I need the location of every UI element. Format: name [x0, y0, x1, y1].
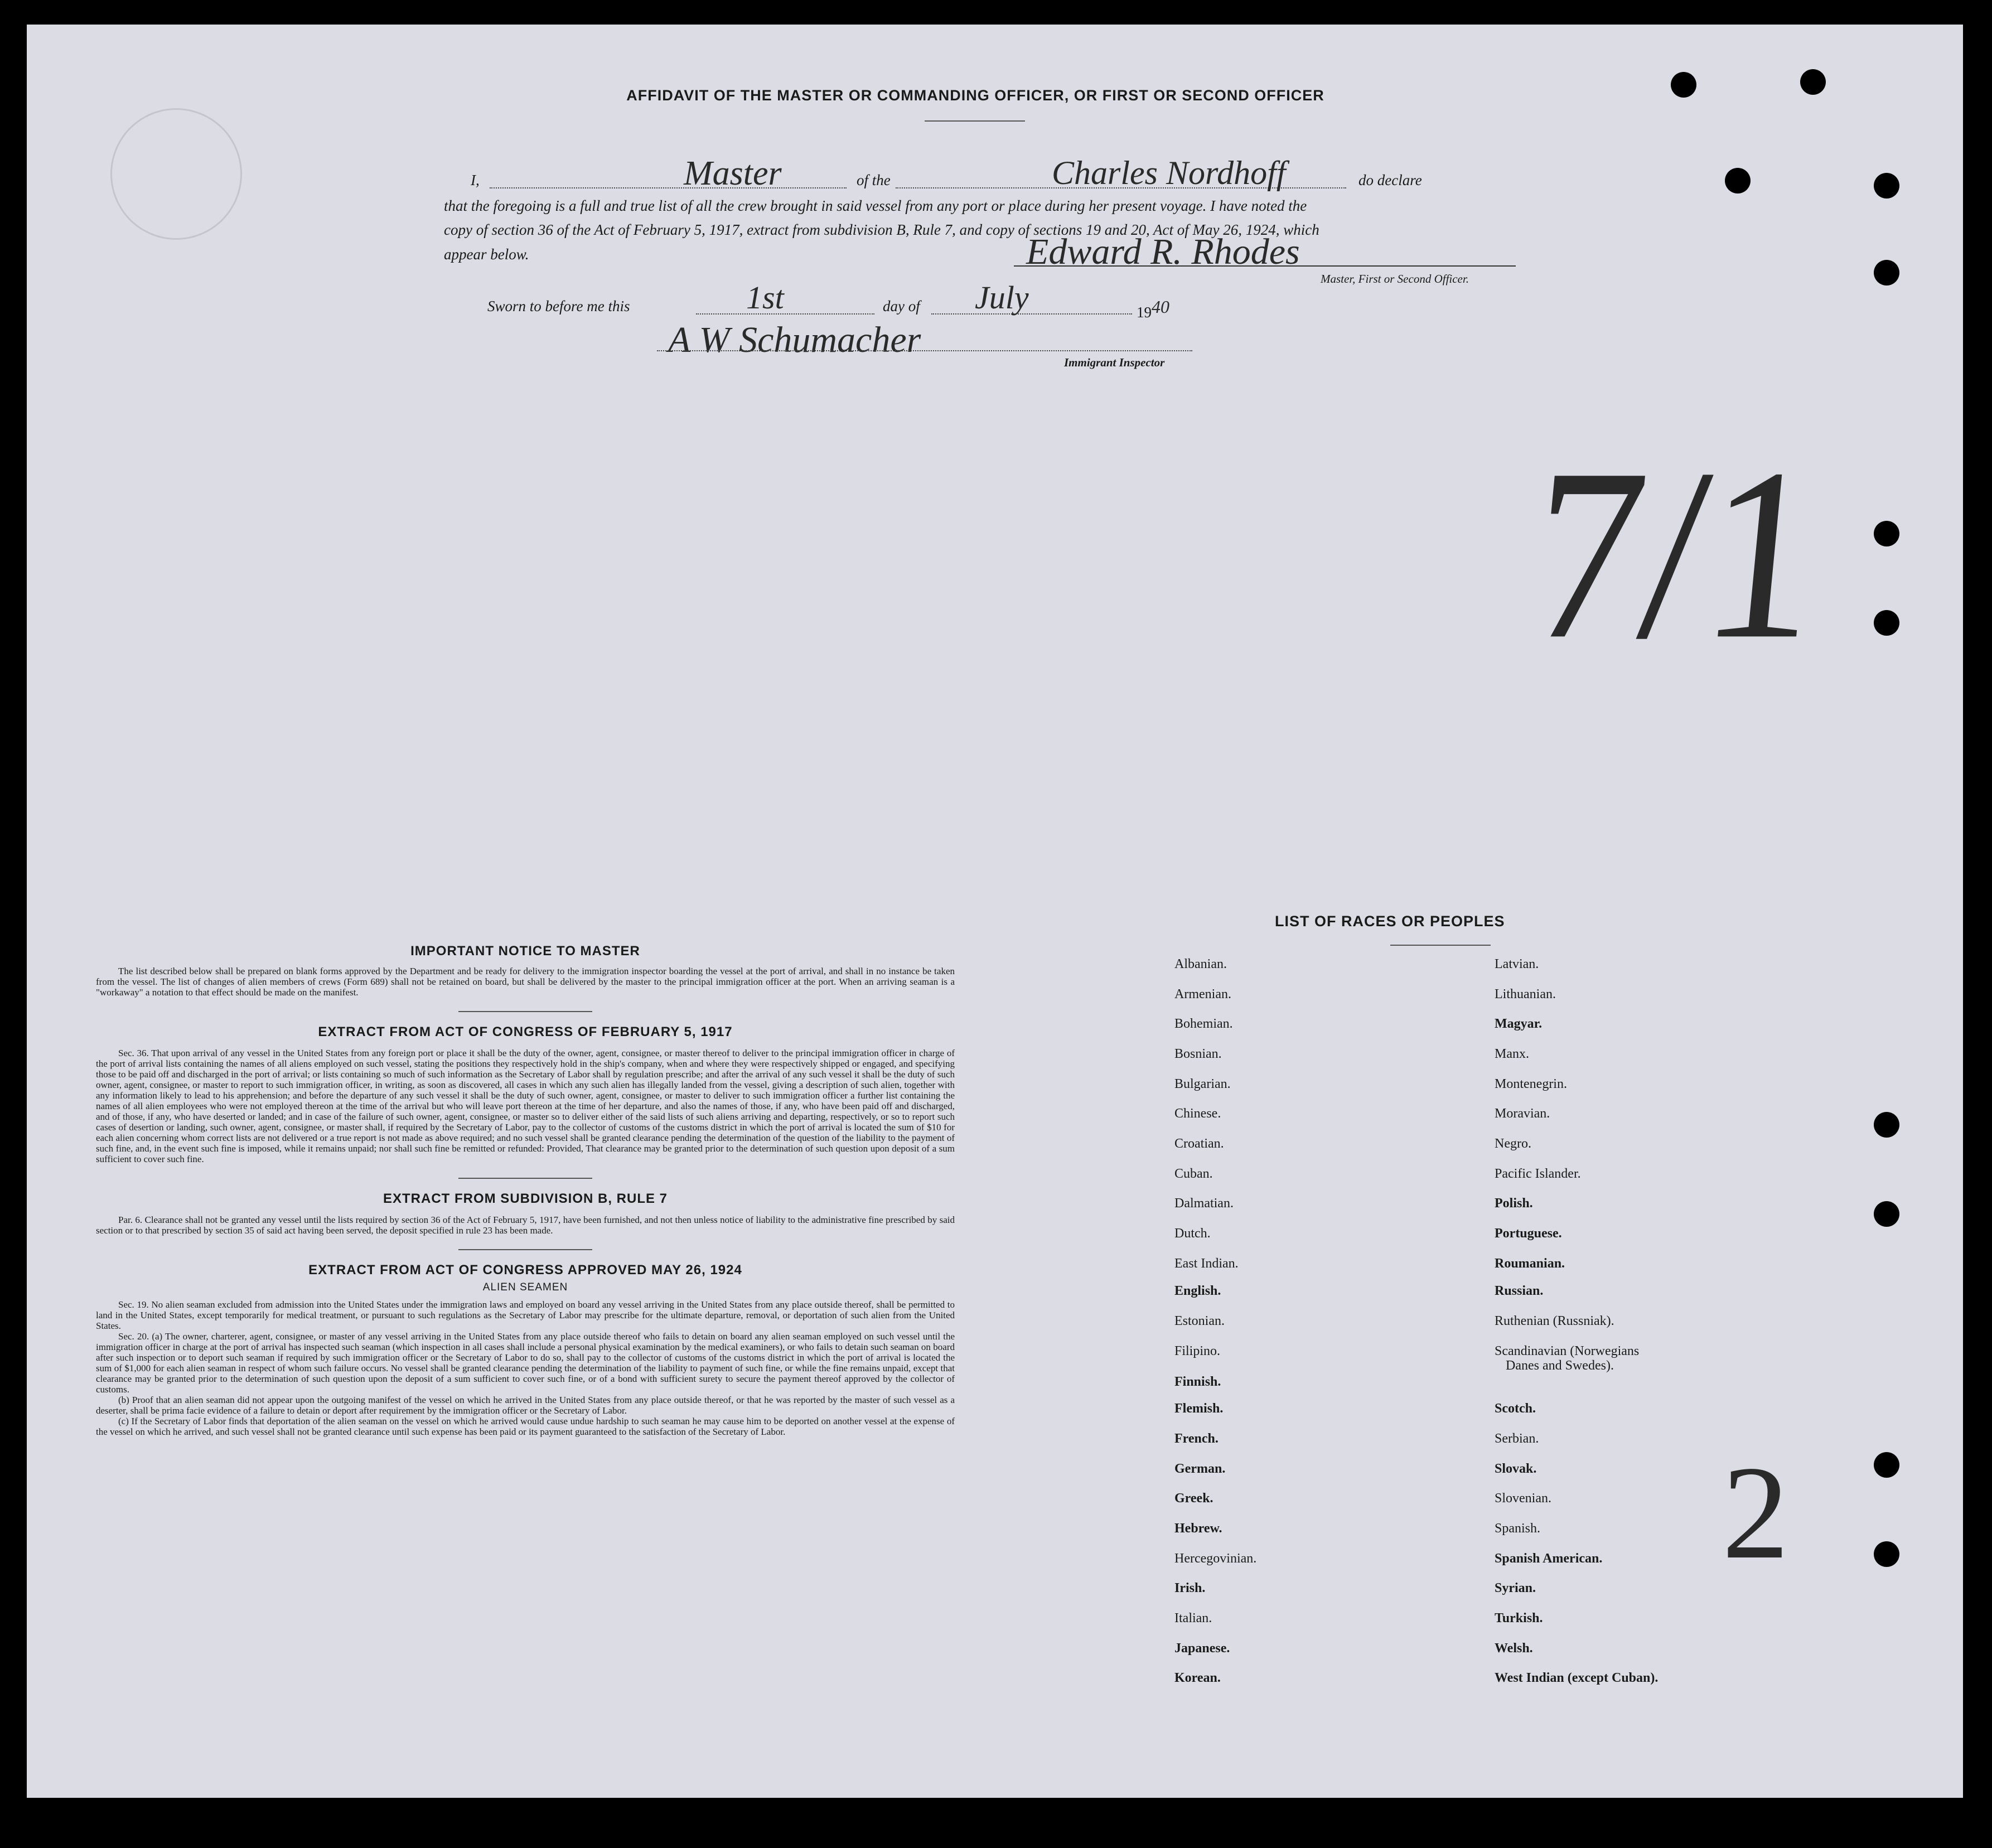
seal-stamp	[110, 108, 242, 240]
of-the-label: of the	[857, 172, 891, 188]
notice-divider	[458, 1011, 592, 1012]
race-item: Filipino.	[1174, 1344, 1221, 1358]
document-page	[27, 25, 1963, 1798]
race-item: Spanish American.	[1495, 1551, 1603, 1566]
binder-hole	[1725, 168, 1751, 193]
race-item: Albanian.	[1174, 957, 1227, 971]
race-item: Cuban.	[1174, 1167, 1213, 1181]
binder-hole	[1874, 1201, 1899, 1227]
race-item: Roumanian.	[1495, 1256, 1565, 1271]
vessel-handwritten: Charles Nordhoff	[1052, 154, 1286, 191]
race-item: Danes and Swedes).	[1506, 1358, 1614, 1373]
master-signature-label: Master, First or Second Officer.	[1321, 272, 1469, 286]
affidavit-line2: that the foregoing is a full and true list of all the crew brought in said vessel from any port or place during her present voyage. I have noted the	[444, 197, 1307, 214]
sworn-label: Sworn to before me this	[487, 298, 630, 315]
race-item: Irish.	[1174, 1581, 1206, 1595]
extract-1917-title: EXTRACT FROM ACT OF CONGRESS OF FEBRUARY 5, 1917	[318, 1024, 733, 1039]
extract-1917-divider	[458, 1178, 592, 1179]
race-item: Dalmatian.	[1174, 1196, 1234, 1211]
race-item: Polish.	[1495, 1196, 1533, 1211]
sworn-day-field	[696, 284, 874, 315]
race-item: Syrian.	[1495, 1581, 1536, 1595]
sworn-month-field	[931, 284, 1132, 315]
day-of-label: day of	[883, 298, 920, 315]
race-item: Pacific Islander.	[1495, 1167, 1581, 1181]
race-item: Bosnian.	[1174, 1047, 1222, 1061]
race-item: Greek.	[1174, 1491, 1213, 1506]
binder-hole	[1874, 1541, 1899, 1567]
race-item: Serbian.	[1495, 1431, 1539, 1446]
race-item: Bohemian.	[1174, 1017, 1233, 1031]
race-item: Korean.	[1174, 1671, 1221, 1685]
race-item: Slovenian.	[1495, 1491, 1551, 1506]
notice-section	[96, 944, 955, 1437]
race-item: Portuguese.	[1495, 1226, 1562, 1241]
race-item: Ruthenian (Russniak).	[1495, 1314, 1614, 1328]
extract-rule7-divider	[458, 1249, 592, 1250]
notice-text: The list described below shall be prepared on blank forms approved by the Department and be ready for delivery to the immigration inspector boarding the vessel at the port of arrival, and shall in no instance be taken from the vessel. The list of changes of alien members of crews (Form 689) shall not be retained on board, but shall be delivered by the master to the principal immigration officer at the port. When an arriving seaman is a "workaway" a notation to that effect should be made on the manifest.	[96, 966, 955, 998]
race-item: Manx.	[1495, 1047, 1529, 1061]
races-title: LIST OF RACES OR PEOPLES	[1275, 913, 1505, 930]
sworn-month-handwritten: July	[975, 279, 1029, 316]
binder-hole	[1874, 610, 1899, 636]
extract-rule7-title: EXTRACT FROM SUBDIVISION B, RULE 7	[383, 1191, 668, 1206]
master-signature-line	[1014, 265, 1516, 267]
affidavit-line1	[444, 154, 1548, 192]
race-item: Hercegovinian.	[1174, 1551, 1257, 1566]
year-label	[1137, 297, 1169, 321]
binder-hole	[1874, 1452, 1899, 1478]
races-right-column	[1495, 957, 1807, 1710]
position-field	[490, 157, 847, 188]
race-item: German.	[1174, 1462, 1226, 1476]
inspector-label: Immigrant Inspector	[1064, 356, 1165, 369]
race-item: Latvian.	[1495, 957, 1539, 971]
master-signature: Edward R. Rhodes	[1026, 231, 1300, 272]
extract-rule7-text: Par. 6. Clearance shall not be granted any vessel until the lists required by section 36 of the Act of February 5, 1917, have been furnished, and not then unless notice of liability to the administrative fine prescribed by said section or to that prescribed by section 35 of said act having been served, the deposit specified in rule 23 has been made.	[96, 1215, 955, 1236]
affidavit-line3: copy of section 36 of the Act of February 5, 1917, extract from subdivision B, Rule 7, and copy of sections 19 and 20, Act of May 26, 1924, which	[444, 221, 1319, 238]
extract-1924-sec20b: (b) Proof that an alien seaman did not appear upon the outgoing manifest of the vessel on which he arrived in the United States from any place outside thereof, or that he was reported by the master of such vessel as a deserter, shall be prima facie evidence of a failure to detain or deport after requirement by the immigration officer or the Secretary of Labor.	[96, 1395, 955, 1416]
race-item: Japanese.	[1174, 1641, 1230, 1656]
extract-1917-text: Sec. 36. That upon arrival of any vessel in the United States from any foreign port or place it shall be the duty of the owner, agent, consignee, or master thereof to deliver to the principal immigration officer in charge of the port of arrival lists containing the names of all aliens employed on such vessel, stating the positions they respectively hold in the ship's company, when and where they were respectively shipped or engaged, and specifying those to be paid off and discharged in the port of arrival; or lists containing so much of such information as the Secretary of Labor shall by regulation prescribe; and after the arrival of any such vessel it shall be the duty of such owner, agent, consignee, or master to report to such immigration officer, in writing, as soon as discovered, all cases in which any such alien has illegally landed from the vessel, giving a description of such alien, together with any information likely to lead to his apprehension; and before the departure of any such vessel it shall be the duty of such owner, agent, consignee, or master to deliver to such immigration officer a further list containing the names of all alien employees who were not employed thereon at the time of the arrival but who will leave port thereon at the time of her departure, and also the names of those, if any, who have been paid off and discharged, and of those, if any, who have deserted or landed; and in case of the failure of such owner, agent, consignee, or master so to deliver either of the said lists of such aliens arriving and departing, respectively, or so to report such cases of desertion or landing, such owner, agent, consignee, or master shall, if required by the Secretary of Labor, pay to the collector of customs of the customs district in which the port of arrival is located the sum of $10 for each alien concerning whom correct lists are not delivered or a true report is not made as above required; and no such vessel shall be granted clearance pending the determination of the question of the liability to the payment of such fine, and, in the event such fine is imposed, while it remains unpaid; nor shall such fine be remitted or refunded: Provided, That clearance may be granted prior to the determination of such question upon deposit of a sum sufficient to cover such fine.	[96, 1048, 955, 1164]
race-item: Turkish.	[1495, 1611, 1543, 1626]
race-item: Russian.	[1495, 1284, 1544, 1298]
extract-1924-sec20c: (c) If the Secretary of Labor finds that deportation of the alien seaman on the vessel on which he arrived would cause undue hardship to such seaman he may cause him to be deported on another vessel at the expense of the vessel on which he arrived, and such vessel shall not be granted clearance until such expense has been paid or its payment guaranteed to the satisfaction of the Secretary of Labor.	[96, 1416, 955, 1437]
race-item: Estonian.	[1174, 1314, 1225, 1328]
race-item: Negro.	[1495, 1136, 1531, 1151]
title-divider	[925, 120, 1025, 122]
year-prefix: 19	[1137, 304, 1152, 321]
position-handwritten: Master	[684, 154, 782, 192]
race-item: Finnish.	[1174, 1375, 1221, 1389]
binder-hole	[1800, 69, 1826, 95]
race-item: Italian.	[1174, 1611, 1212, 1626]
race-item: Flemish.	[1174, 1401, 1224, 1416]
line1-start: I,	[471, 172, 480, 188]
sworn-day-handwritten: 1st	[746, 279, 784, 316]
binder-hole	[1874, 521, 1899, 546]
race-item: Bulgarian.	[1174, 1077, 1231, 1091]
race-item: English.	[1174, 1284, 1221, 1298]
notice-title: IMPORTANT NOTICE TO MASTER	[410, 944, 640, 959]
race-item: East Indian.	[1174, 1256, 1239, 1271]
extract-1924-subtitle: ALIEN SEAMEN	[482, 1281, 568, 1293]
race-item: Welsh.	[1495, 1641, 1533, 1656]
do-declare-label: do declare	[1358, 172, 1422, 188]
race-item: Magyar.	[1495, 1017, 1543, 1031]
races-divider	[1390, 945, 1491, 946]
race-item: Moravian.	[1495, 1106, 1550, 1121]
race-item: French.	[1174, 1431, 1219, 1446]
extract-1924-title: EXTRACT FROM ACT OF CONGRESS APPROVED MAY 26, 1924	[308, 1262, 742, 1278]
race-item: Spanish.	[1495, 1521, 1541, 1536]
binder-hole	[1874, 260, 1899, 286]
extract-1924-sec19: Sec. 19. No alien seaman excluded from admission into the United States under the immigration laws and employed on board any vessel arriving in the United States from any place outside thereof, shall be permitted to land in the United States, except temporarily for medical treatment, or pursuant to such regulations as the Secretary of Labor may prescribe for the ultimate departure, removal, or deportation of such alien from the United States.	[96, 1299, 955, 1331]
inspector-signature-line	[657, 350, 1192, 351]
race-item: Lithuanian.	[1495, 987, 1556, 1002]
binder-hole	[1671, 72, 1696, 98]
mark-top: 7/1	[1519, 418, 1831, 690]
race-item: Chinese.	[1174, 1106, 1221, 1121]
inspector-signature: A W Schumacher	[668, 320, 921, 360]
affidavit-title: AFFIDAVIT OF THE MASTER OR COMMANDING OFFICER, OR FIRST OR SECOND OFFICER	[626, 87, 1324, 104]
affidavit-line4: appear below.	[444, 246, 529, 263]
races-left-column	[1174, 957, 1398, 1710]
extract-1924-sec20a: Sec. 20. (a) The owner, charterer, agent, consignee, or master of any vessel arriving in the United States from any place outside thereof who fails to detain on board any alien seaman employed on such vessel until the immigration officer in charge at the port of arrival has inspected such seaman (which inspection in all cases shall include a personal physical examination by the medical examiners), or who fails to detain such seaman on board after such inspection or to deport such seaman if required by such immigration officer or the Secretary of Labor to do so, shall pay to the collector of customs of the customs district in which the port of arrival is located the sum of $1,000 for each alien seaman in respect of whom such failure occurs. No vessel shall be granted clearance pending the determination of the liability to payment of such fine, or while the fine remains unpaid, except that clearance may be granted prior to the determination of such question upon the deposit of a sum sufficient to cover such fine, or of a bond with sufficient surety to secure the payment thereof approved by the collector of customs.	[96, 1331, 955, 1395]
binder-hole	[1874, 1112, 1899, 1138]
race-item: Armenian.	[1174, 987, 1231, 1002]
race-item: Hebrew.	[1174, 1521, 1222, 1536]
race-item: Scandinavian (Norwegians	[1495, 1344, 1640, 1358]
race-item: Slovak.	[1495, 1462, 1537, 1476]
race-item: Dutch.	[1174, 1226, 1211, 1241]
race-item: Scotch.	[1495, 1401, 1536, 1416]
year-handwritten: 40	[1152, 297, 1169, 317]
mark-bottom: 2	[1722, 1438, 1789, 1586]
race-item: Montenegrin.	[1495, 1077, 1567, 1091]
race-item: Croatian.	[1174, 1136, 1224, 1151]
race-item: West Indian (except Cuban).	[1495, 1671, 1659, 1685]
binder-hole	[1874, 173, 1899, 199]
